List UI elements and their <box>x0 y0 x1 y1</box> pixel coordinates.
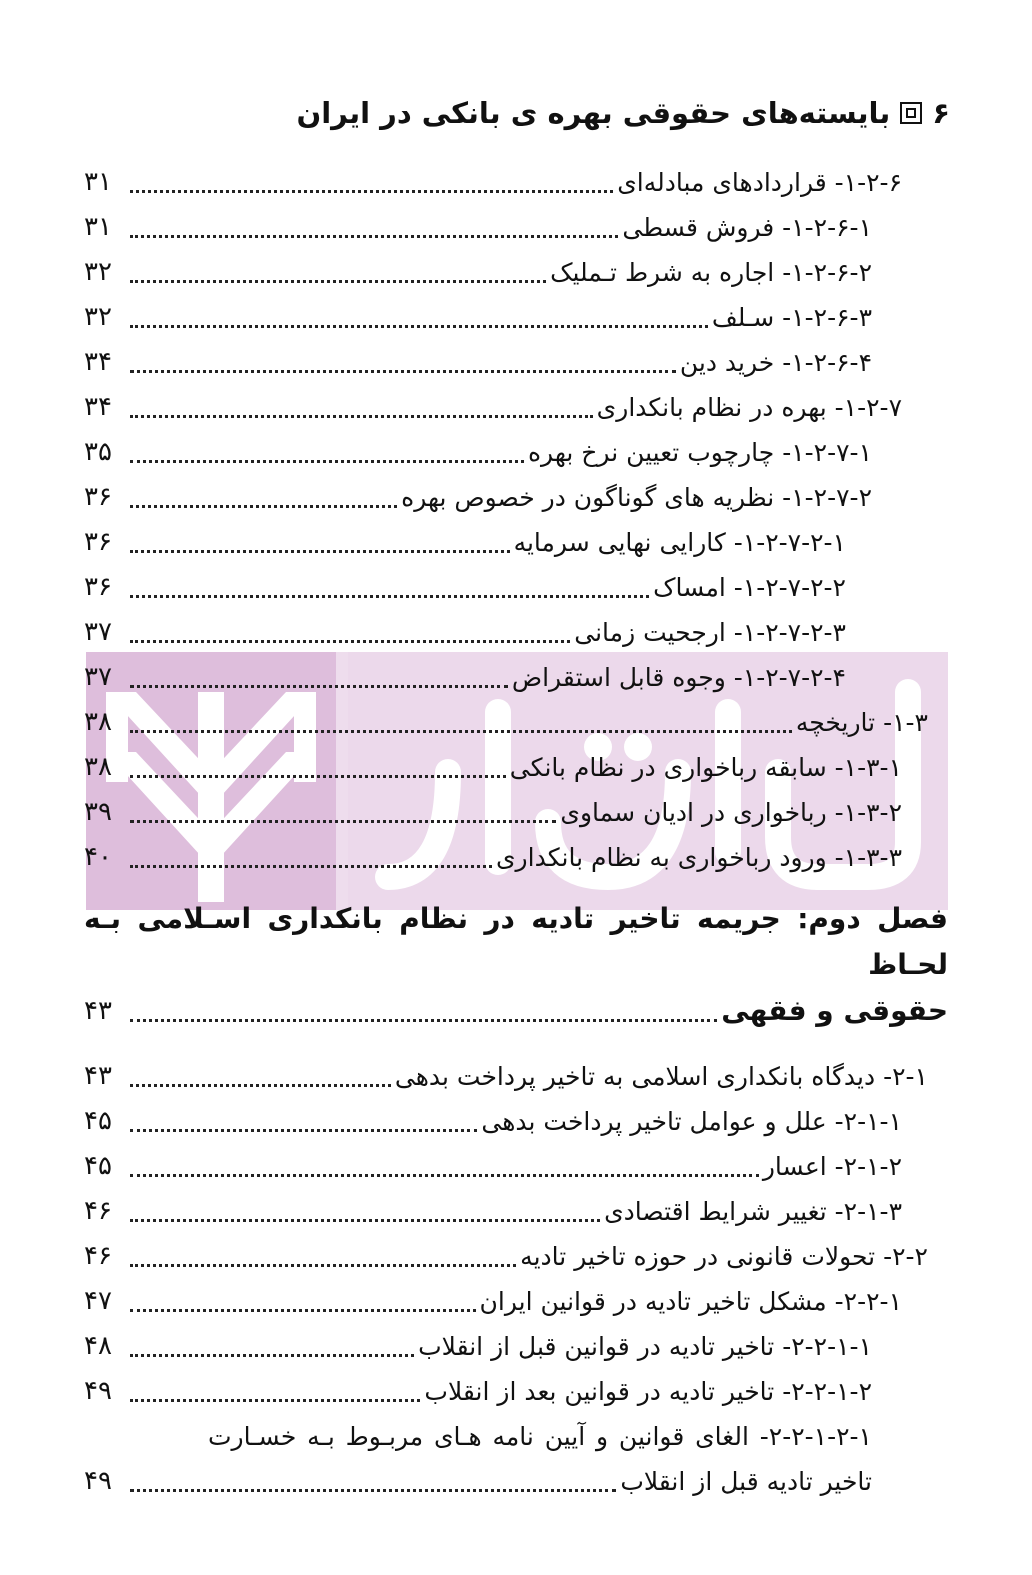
toc-entry-page-number: ۳۷ <box>84 662 112 692</box>
dot-leader <box>130 1309 476 1312</box>
chapter-title-row-2[interactable] <box>0 988 1032 1034</box>
toc-entry-title: ۱-۳-۳- ورود رباخواری به نظام بانکداری <box>495 843 902 872</box>
toc-entry-title: ۲-۲- تحولات قانونی در حوزه تاخیر تادیه <box>520 1242 928 1271</box>
dot-leader <box>130 1399 420 1402</box>
wrapped-entry-row-2[interactable] <box>0 1459 1032 1504</box>
toc-entry-title: ۱-۲-۷- بهره در نظام بانکداری <box>596 393 902 422</box>
chapter-title-line-2: حقوقی و فقهی <box>721 994 948 1027</box>
header-book-title: بایسته‌های حقوقی بهره ی بانکی در ایران <box>296 96 891 130</box>
toc-entry-title: ۱-۲-۶-۴- خرید دین <box>679 348 872 377</box>
dot-leader <box>130 820 556 823</box>
toc-entry-page-number: ۴۳ <box>84 1061 112 1091</box>
dot-leader <box>130 370 676 373</box>
toc-entry-page-number: ۴۷ <box>84 1286 112 1316</box>
chapter-heading[interactable] <box>0 896 1032 988</box>
toc-entry-title: ۱-۲-۶-۳- سـلف <box>711 303 872 332</box>
toc-entry-page-number: ۳۶ <box>84 527 112 557</box>
running-header <box>296 96 950 130</box>
dot-leader <box>130 1489 616 1492</box>
toc-entry-page-number: ۴۶ <box>84 1241 112 1271</box>
chapter-title-line-1: فصل دوم: جریمه تاخیر تادیه در نظام بانکداری اسـلامی بـه لحـاظ <box>84 902 948 981</box>
toc-entry[interactable] <box>0 385 1032 430</box>
toc-entry-title: ۱-۲-۷-۲-۲- امساک <box>653 573 846 602</box>
toc-entry[interactable] <box>0 160 1032 205</box>
toc-entry-page-number: ۴۵ <box>84 1151 112 1181</box>
toc-entry[interactable] <box>0 340 1032 385</box>
toc-entry-title: ۱-۲-۷-۲-۳- ارجحیت زمانی <box>574 618 846 647</box>
toc-entry-title: ۲-۲-۱-۲- تاخیر تادیه در قوانین بعد از انقلاب <box>424 1377 872 1406</box>
toc-entry-title: ۱-۳-۲- رباخواری در ادیان سماوی <box>560 798 902 827</box>
toc-entry-title: ۲-۱-۱- علل و عوامل تاخیر پرداخت بدهی <box>481 1107 902 1136</box>
dot-leader <box>130 1084 391 1087</box>
toc-entry[interactable] <box>0 790 1032 835</box>
dot-leader <box>130 1264 516 1267</box>
toc-section-1 <box>0 160 1032 880</box>
toc-entry[interactable] <box>0 250 1032 295</box>
toc-entry[interactable] <box>0 700 1032 745</box>
dot-leader <box>130 460 524 463</box>
toc-entry[interactable] <box>0 1099 1032 1144</box>
dot-leader <box>130 1019 717 1022</box>
dot-leader <box>130 235 618 238</box>
toc-entry-page-number: ۳۹ <box>84 797 112 827</box>
dot-leader <box>130 1174 759 1177</box>
header-page-number: ۶ <box>932 96 950 130</box>
toc-entry[interactable] <box>0 1189 1032 1234</box>
dot-leader <box>130 550 510 553</box>
dot-leader <box>130 190 613 193</box>
toc-entry-page-number: ۴۸ <box>84 1331 112 1361</box>
square-ornament-icon <box>900 102 922 124</box>
toc-entry[interactable] <box>0 655 1032 700</box>
toc-entry[interactable] <box>0 835 1032 880</box>
toc-entry-wrapped[interactable] <box>0 1414 1032 1459</box>
toc-entry-title: ۲-۲-۱- مشکل تاخیر تادیه در قوانین ایران <box>479 1287 902 1316</box>
toc-entry-page-number: ۳۲ <box>84 302 112 332</box>
toc-entry[interactable] <box>0 1144 1032 1189</box>
toc-entry-page-number: ۳۶ <box>84 482 112 512</box>
toc-entry[interactable] <box>0 205 1032 250</box>
toc-entry-title: ۲-۱-۲- اعسار <box>762 1152 902 1181</box>
toc-entry-page-number: ۴۰ <box>84 842 112 872</box>
toc-entry-page-number: ۴۶ <box>84 1196 112 1226</box>
toc-section-2 <box>0 1054 1032 1414</box>
toc-entry-page-number: ۳۸ <box>84 752 112 782</box>
toc-entry-page-number: ۴۵ <box>84 1106 112 1136</box>
toc-entry-title: ۱-۲-۷-۲- نظریه های گوناگون در خصوص بهره <box>401 483 872 512</box>
toc-entry-page-number: ۳۲ <box>84 257 112 287</box>
toc-entry-page-number: ۳۴ <box>84 347 112 377</box>
wrapped-entry-line-1: ۲-۲-۱-۲-۱- الغای قوانین و آیین نامه هـای مربـوط بـه خسـارت <box>208 1422 872 1451</box>
toc-entry-title: ۱-۲-۷-۲-۴- وجوه قابل استقراض <box>511 663 846 692</box>
dot-leader <box>130 415 593 418</box>
toc-entry-page-number: ۳۶ <box>84 572 112 602</box>
toc-entry-title: ۱-۲-۷-۱- چارچوب تعیین نرخ بهره <box>527 438 872 467</box>
toc-entry-page-number: ۳۴ <box>84 392 112 422</box>
dot-leader <box>130 280 546 283</box>
toc-entry-title: ۱-۳-۱- سابقه رباخواری در نظام بانکی <box>509 753 902 782</box>
toc-entry-page-number: ۳۱ <box>84 212 112 242</box>
dot-leader <box>130 640 570 643</box>
toc-entry-title: ۱-۲-۶-۱- فروش قسطی <box>622 213 872 242</box>
dot-leader <box>130 775 506 778</box>
toc-entry-title: ۱-۲-۷-۲-۱- کارایی نهایی سرمایه <box>513 528 846 557</box>
toc-entry-title: ۲-۱- دیدگاه بانکداری اسلامی به تاخیر پرداخت بدهی <box>394 1062 928 1091</box>
dot-leader <box>130 865 492 868</box>
toc-entry[interactable] <box>0 1054 1032 1099</box>
toc-entry[interactable] <box>0 1324 1032 1369</box>
toc-entry[interactable] <box>0 610 1032 655</box>
toc-entry[interactable] <box>0 1234 1032 1279</box>
toc-entry[interactable] <box>0 745 1032 790</box>
dot-leader <box>130 325 708 328</box>
dot-leader <box>130 1129 477 1132</box>
toc-entry[interactable] <box>0 295 1032 340</box>
dot-leader <box>130 1219 600 1222</box>
wrapped-entry-page-number: ۴۹ <box>84 1466 112 1496</box>
toc-entry-page-number: ۳۵ <box>84 437 112 467</box>
dot-leader <box>130 685 508 688</box>
toc-entry[interactable] <box>0 520 1032 565</box>
toc-entry-page-number: ۳۱ <box>84 167 112 197</box>
chapter-page-number: ۴۳ <box>84 996 112 1026</box>
table-of-contents <box>0 160 1032 1504</box>
toc-entry-page-number: ۴۹ <box>84 1376 112 1406</box>
toc-entry-title: ۱-۲-۶- قراردادهای مبادله‌ای <box>617 168 902 197</box>
dot-leader <box>130 730 792 733</box>
toc-entry[interactable] <box>0 1369 1032 1414</box>
toc-entry-title: ۲-۱-۳- تغییر شرایط اقتصادی <box>604 1197 902 1226</box>
toc-entry-title: ۲-۲-۱-۱- تاخیر تادیه در قوانین قبل از انقلاب <box>418 1332 872 1361</box>
toc-entry[interactable] <box>0 1279 1032 1324</box>
toc-entry[interactable] <box>0 565 1032 610</box>
dot-leader <box>130 595 649 598</box>
toc-entry-page-number: ۳۷ <box>84 617 112 647</box>
dot-leader <box>130 1354 414 1357</box>
toc-entry-page-number: ۳۸ <box>84 707 112 737</box>
toc-entry-title: ۱-۳- تاریخچه <box>795 708 928 737</box>
dot-leader <box>130 505 397 508</box>
toc-entry[interactable] <box>0 475 1032 520</box>
wrapped-entry-line-2: تاخیر تادیه قبل از انقلاب <box>620 1467 872 1496</box>
toc-entry-title: ۱-۲-۶-۲- اجاره به شرط تـملیک <box>550 258 872 287</box>
toc-entry[interactable] <box>0 430 1032 475</box>
